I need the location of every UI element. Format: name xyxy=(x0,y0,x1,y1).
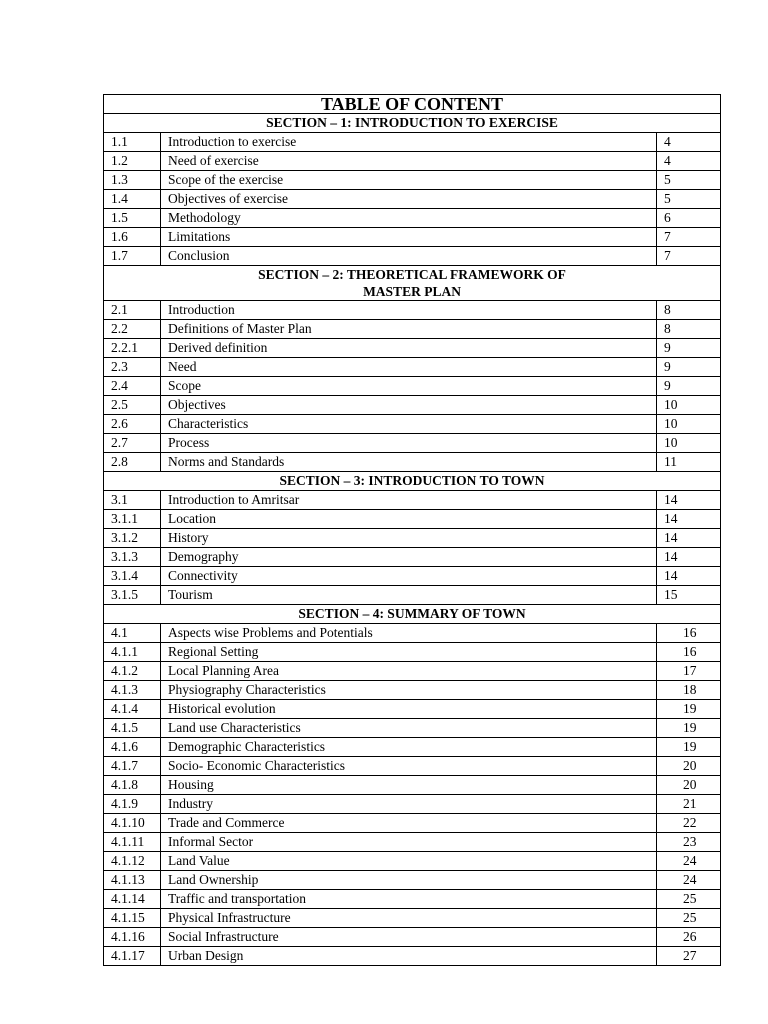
toc-row xyxy=(104,247,721,266)
entry-page: 17 xyxy=(657,662,721,681)
entry-page: 8 xyxy=(657,320,721,339)
toc-row xyxy=(104,320,721,339)
entry-title: Introduction xyxy=(161,301,657,320)
toc-row xyxy=(104,434,721,453)
entry-number: 2.4 xyxy=(104,377,161,396)
entry-number: 4.1.1 xyxy=(104,643,161,662)
toc-row xyxy=(104,586,721,605)
entry-page: 14 xyxy=(657,510,721,529)
entry-number: 4.1.11 xyxy=(104,833,161,852)
entry-number: 1.4 xyxy=(104,190,161,209)
toc-row xyxy=(104,152,721,171)
entry-number: 3.1.1 xyxy=(104,510,161,529)
entry-title: Aspects wise Problems and Potentials xyxy=(161,624,657,643)
entry-page: 7 xyxy=(657,247,721,266)
entry-page: 20 xyxy=(657,776,721,795)
section-heading-line: SECTION – 3: INTRODUCTION TO TOWN xyxy=(279,473,545,488)
section-heading-row xyxy=(104,605,721,624)
toc-row xyxy=(104,871,721,890)
entry-number: 4.1.5 xyxy=(104,719,161,738)
entry-number: 4.1.7 xyxy=(104,757,161,776)
entry-title: Definitions of Master Plan xyxy=(161,320,657,339)
entry-number: 4.1.2 xyxy=(104,662,161,681)
entry-title: Tourism xyxy=(161,586,657,605)
entry-title: Location xyxy=(161,510,657,529)
entry-title: Need xyxy=(161,358,657,377)
entry-number: 2.1 xyxy=(104,301,161,320)
section-heading-line: SECTION – 4: SUMMARY OF TOWN xyxy=(298,606,526,621)
entry-page: 19 xyxy=(657,738,721,757)
entry-title: Urban Design xyxy=(161,947,657,966)
entry-page: 9 xyxy=(657,339,721,358)
entry-page: 9 xyxy=(657,358,721,377)
entry-title: Need of exercise xyxy=(161,152,657,171)
entry-title: Connectivity xyxy=(161,567,657,586)
entry-title: Land Ownership xyxy=(161,871,657,890)
entry-title: Demography xyxy=(161,548,657,567)
entry-title: Trade and Commerce xyxy=(161,814,657,833)
entry-page: 10 xyxy=(657,415,721,434)
toc-row xyxy=(104,643,721,662)
entry-title: Local Planning Area xyxy=(161,662,657,681)
entry-page: 7 xyxy=(657,228,721,247)
entry-page: 11 xyxy=(657,453,721,472)
entry-title: Process xyxy=(161,434,657,453)
entry-page: 5 xyxy=(657,171,721,190)
toc-row xyxy=(104,662,721,681)
entry-page: 25 xyxy=(657,909,721,928)
entry-page: 27 xyxy=(657,947,721,966)
toc-row xyxy=(104,890,721,909)
entry-number: 1.3 xyxy=(104,171,161,190)
section-heading xyxy=(104,472,721,491)
entry-title: Limitations xyxy=(161,228,657,247)
entry-page: 10 xyxy=(657,434,721,453)
entry-page: 5 xyxy=(657,190,721,209)
entry-page: 9 xyxy=(657,377,721,396)
title-row xyxy=(104,95,721,114)
toc-row xyxy=(104,358,721,377)
entry-title: Physiography Characteristics xyxy=(161,681,657,700)
entry-number: 2.8 xyxy=(104,453,161,472)
entry-page: 23 xyxy=(657,833,721,852)
entry-title: Characteristics xyxy=(161,415,657,434)
entry-page: 15 xyxy=(657,586,721,605)
entry-page: 20 xyxy=(657,757,721,776)
toc-row xyxy=(104,719,721,738)
section-heading xyxy=(104,114,721,133)
section-heading-line: MASTER PLAN xyxy=(363,284,461,299)
entry-page: 26 xyxy=(657,928,721,947)
section-heading-row xyxy=(104,472,721,491)
entry-title: Land use Characteristics xyxy=(161,719,657,738)
entry-page: 6 xyxy=(657,209,721,228)
toc-row xyxy=(104,209,721,228)
toc-row xyxy=(104,852,721,871)
entry-number: 4.1.15 xyxy=(104,909,161,928)
toc-row xyxy=(104,453,721,472)
entry-number: 4.1.10 xyxy=(104,814,161,833)
toc-row xyxy=(104,301,721,320)
entry-page: 19 xyxy=(657,719,721,738)
toc-row xyxy=(104,909,721,928)
toc-row xyxy=(104,377,721,396)
toc-row xyxy=(104,567,721,586)
entry-title: Physical Infrastructure xyxy=(161,909,657,928)
entry-number: 1.5 xyxy=(104,209,161,228)
entry-number: 4.1.9 xyxy=(104,795,161,814)
entry-title: Introduction to exercise xyxy=(161,133,657,152)
entry-page: 14 xyxy=(657,567,721,586)
toc-row xyxy=(104,795,721,814)
toc-row xyxy=(104,681,721,700)
toc-row xyxy=(104,171,721,190)
toc-row xyxy=(104,510,721,529)
entry-title: Introduction to Amritsar xyxy=(161,491,657,510)
toc-row xyxy=(104,833,721,852)
entry-page: 14 xyxy=(657,548,721,567)
section-heading xyxy=(104,266,721,301)
entry-title: Socio- Economic Characteristics xyxy=(161,757,657,776)
entry-title: Derived definition xyxy=(161,339,657,358)
entry-title: Norms and Standards xyxy=(161,453,657,472)
entry-number: 4.1.3 xyxy=(104,681,161,700)
entry-number: 2.2 xyxy=(104,320,161,339)
entry-page: 10 xyxy=(657,396,721,415)
entry-number: 3.1 xyxy=(104,491,161,510)
toc-row xyxy=(104,529,721,548)
entry-title: Traffic and transportation xyxy=(161,890,657,909)
entry-page: 25 xyxy=(657,890,721,909)
entry-title: Historical evolution xyxy=(161,700,657,719)
entry-number: 4.1 xyxy=(104,624,161,643)
entry-number: 2.2.1 xyxy=(104,339,161,358)
toc-title: TABLE OF CONTENT xyxy=(104,95,721,114)
entry-page: 21 xyxy=(657,795,721,814)
entry-page: 24 xyxy=(657,871,721,890)
toc-row xyxy=(104,339,721,358)
toc-row xyxy=(104,228,721,247)
entry-page: 14 xyxy=(657,529,721,548)
entry-title: Housing xyxy=(161,776,657,795)
section-heading-line: SECTION – 2: THEORETICAL FRAMEWORK OF xyxy=(258,267,566,282)
toc-row xyxy=(104,133,721,152)
section-heading-row xyxy=(104,114,721,133)
entry-title: Regional Setting xyxy=(161,643,657,662)
entry-number: 4.1.16 xyxy=(104,928,161,947)
entry-number: 2.3 xyxy=(104,358,161,377)
entry-title: Demographic Characteristics xyxy=(161,738,657,757)
entry-number: 4.1.4 xyxy=(104,700,161,719)
toc-body xyxy=(104,95,721,966)
toc-row xyxy=(104,757,721,776)
entry-number: 3.1.4 xyxy=(104,567,161,586)
entry-number: 2.7 xyxy=(104,434,161,453)
entry-number: 3.1.2 xyxy=(104,529,161,548)
toc-table xyxy=(103,94,721,966)
entry-page: 14 xyxy=(657,491,721,510)
entry-title: Social Infrastructure xyxy=(161,928,657,947)
entry-title: Land Value xyxy=(161,852,657,871)
toc-row xyxy=(104,738,721,757)
entry-title: Industry xyxy=(161,795,657,814)
entry-page: 19 xyxy=(657,700,721,719)
toc-row xyxy=(104,190,721,209)
section-heading-row xyxy=(104,266,721,301)
entry-number: 1.2 xyxy=(104,152,161,171)
entry-page: 16 xyxy=(657,643,721,662)
section-heading-line: SECTION – 1: INTRODUCTION TO EXERCISE xyxy=(266,115,558,130)
entry-number: 4.1.6 xyxy=(104,738,161,757)
entry-number: 1.7 xyxy=(104,247,161,266)
entry-title: Conclusion xyxy=(161,247,657,266)
toc-row xyxy=(104,415,721,434)
entry-number: 4.1.12 xyxy=(104,852,161,871)
toc-row xyxy=(104,928,721,947)
section-heading xyxy=(104,605,721,624)
entry-title: Objectives of exercise xyxy=(161,190,657,209)
toc-row xyxy=(104,548,721,567)
entry-page: 18 xyxy=(657,681,721,700)
entry-number: 3.1.3 xyxy=(104,548,161,567)
entry-number: 1.1 xyxy=(104,133,161,152)
entry-number: 4.1.17 xyxy=(104,947,161,966)
entry-page: 8 xyxy=(657,301,721,320)
entry-number: 2.5 xyxy=(104,396,161,415)
entry-number: 3.1.5 xyxy=(104,586,161,605)
entry-number: 1.6 xyxy=(104,228,161,247)
toc-row xyxy=(104,776,721,795)
entry-page: 4 xyxy=(657,133,721,152)
toc-row xyxy=(104,396,721,415)
entry-title: History xyxy=(161,529,657,548)
entry-page: 16 xyxy=(657,624,721,643)
entry-title: Methodology xyxy=(161,209,657,228)
toc-row xyxy=(104,700,721,719)
entry-page: 24 xyxy=(657,852,721,871)
entry-title: Informal Sector xyxy=(161,833,657,852)
entry-title: Scope of the exercise xyxy=(161,171,657,190)
toc-row xyxy=(104,491,721,510)
entry-number: 4.1.14 xyxy=(104,890,161,909)
entry-title: Scope xyxy=(161,377,657,396)
entry-number: 4.1.8 xyxy=(104,776,161,795)
entry-number: 4.1.13 xyxy=(104,871,161,890)
toc-row xyxy=(104,814,721,833)
entry-number: 2.6 xyxy=(104,415,161,434)
entry-page: 4 xyxy=(657,152,721,171)
toc-row xyxy=(104,624,721,643)
toc-row xyxy=(104,947,721,966)
entry-title: Objectives xyxy=(161,396,657,415)
entry-page: 22 xyxy=(657,814,721,833)
